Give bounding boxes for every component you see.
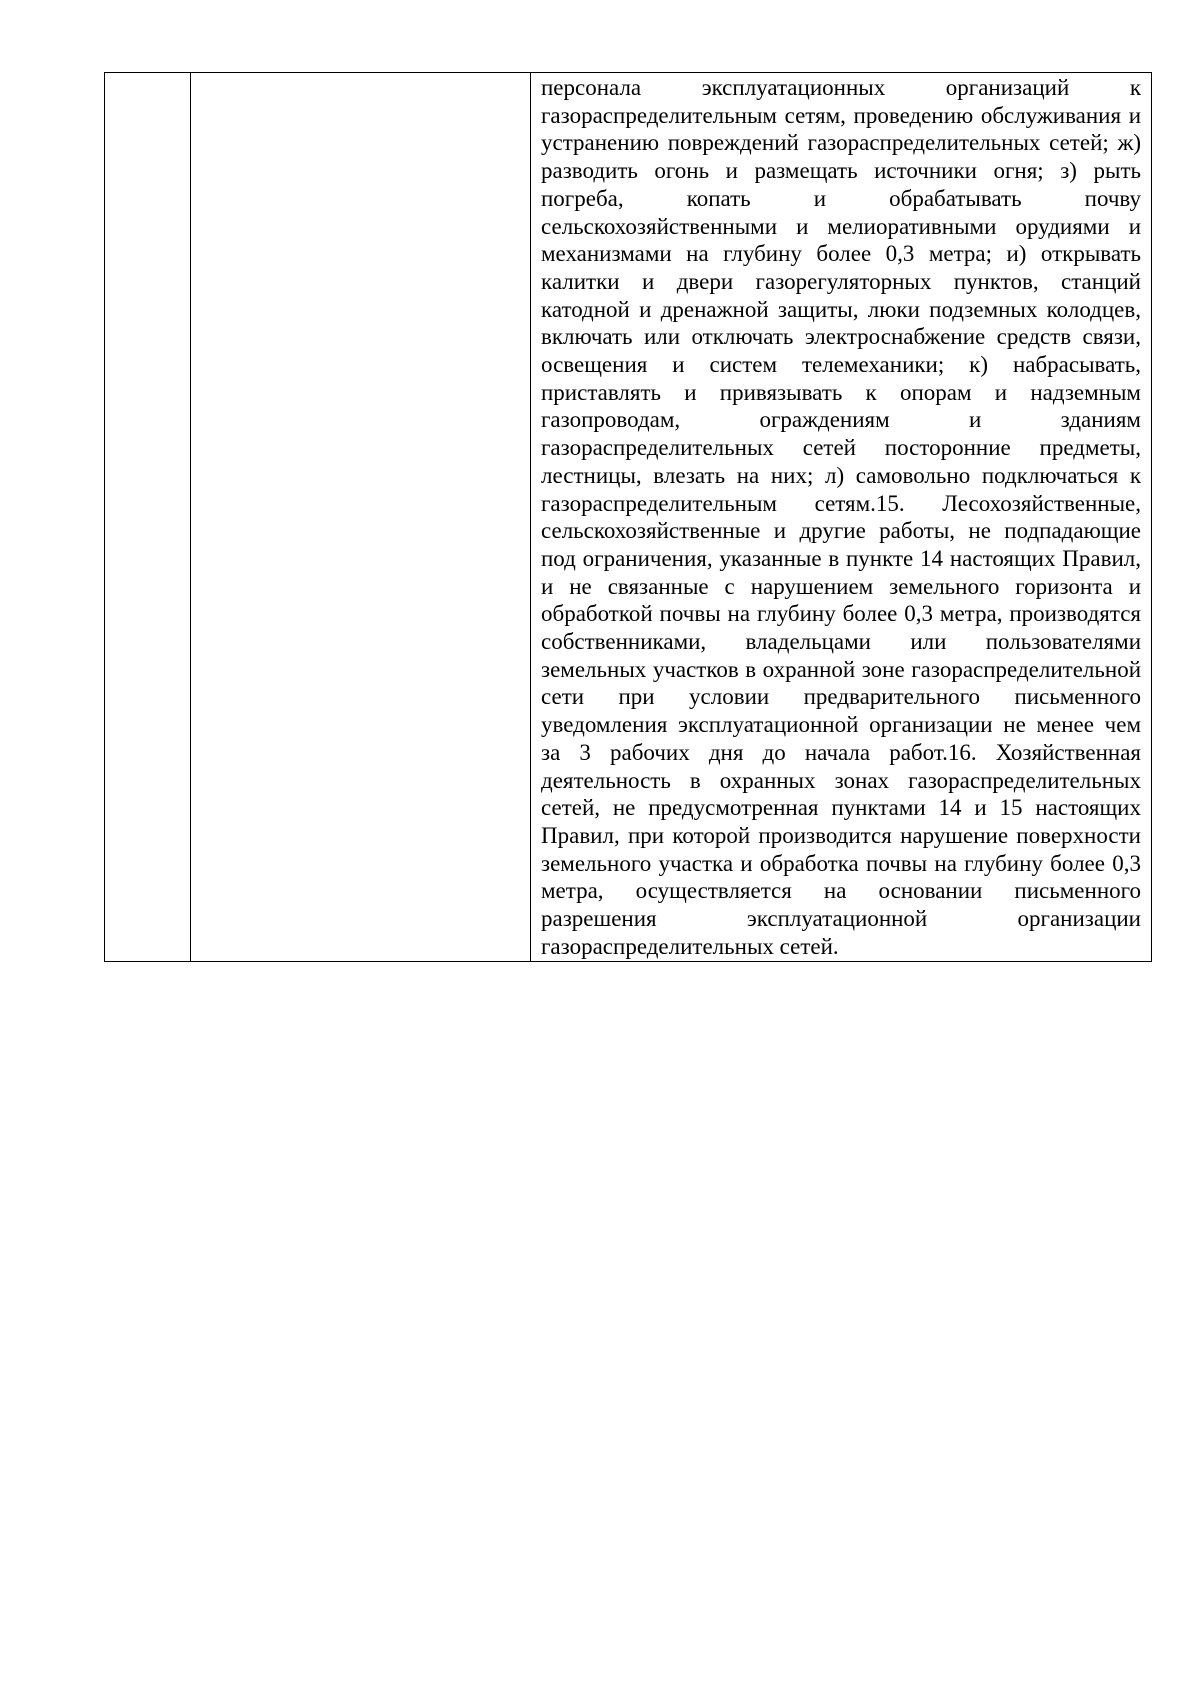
table-cell-number <box>105 73 191 962</box>
document-table <box>104 72 1152 962</box>
table-cell-description <box>531 73 1152 962</box>
cell-name-text <box>191 73 530 74</box>
table-cell-name <box>191 73 531 962</box>
table-row <box>105 73 1152 962</box>
cell-number-text <box>105 73 190 74</box>
cell-description-text: персонала эксплуатационных организаций к газораспределительным сетям, проведению обслуживания и устранению повреждений газораспределительных сетей; ж) разводить огонь и размещать источники огня; з) рыть погреба, копать и обрабатывать почву сельскохозяйственными и мелиоративными орудиями и механизмами на глубину более 0,3 метра; и) открывать калитки и двери газорегуляторных пунктов, станций катодной и дренажной защиты, люки подземных колодцев, включать или отключать электроснабжение средств связи, освещения и систем телемеханики; к) набрасывать, приставлять и привязывать к опорам и надземным газопроводам, ограждениям и зданиям газораспределительных сетей посторонние предметы, лестницы, влезать на них; л) самовольно подключаться к газораспределительным сетям.15. Лесохозяйственные, сельскохозяйственные и другие работы, не подпадающие под ограничения, указанные в пункте 14 настоящих Правил, и не связанные с нарушением земельного горизонта и обработкой почвы на глубину более 0,3 метра, производятся собственниками, владельцами или пользователями земельных участков в охранной зоне газораспределительной сети при условии предварительного письменного уведомления эксплуатационной организации не менее чем за 3 рабочих дня до начала работ.16. Хозяйственная деятельность в охранных зонах газораспределительных сетей, не предусмотренная пунктами 14 и 15 настоящих Правил, при которой производится нарушение поверхности земельного участка и обработка почвы на глубину более 0,3 метра, осуществляется на основании письменного разрешения эксплуатационной организации газораспределительных сетей. <box>541 75 1141 959</box>
